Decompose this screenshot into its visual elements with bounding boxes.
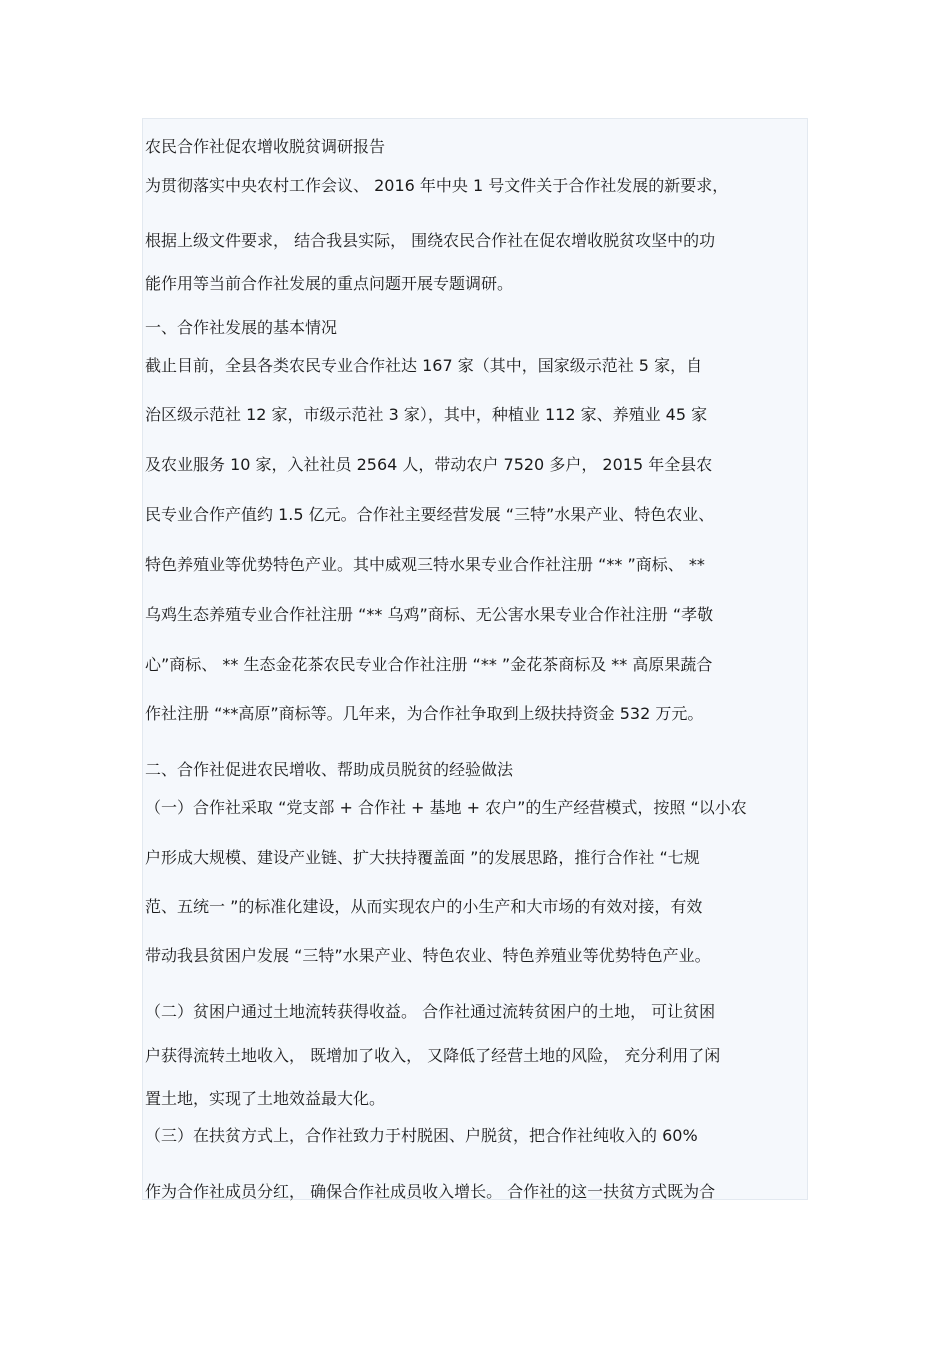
paragraph-line: 民专业合作产值约 1.5 亿元。合作社主要经营发展 “三特”水果产业、特色农业、 bbox=[145, 505, 715, 524]
paragraph-line: 根据上级文件要求， 结合我县实际， 围绕农民合作社在促农增收脱贫攻坚中的功 bbox=[145, 231, 716, 250]
paragraph-line: 户获得流转土地收入， 既增加了收入， 又降低了经营土地的风险， 充分利用了闲 bbox=[145, 1046, 721, 1065]
paragraph-line: 作为合作社成员分红， 确保合作社成员收入增长。 合作社的这一扶贫方式既为合 bbox=[145, 1182, 716, 1201]
paragraph-line: 心”商标、 ** 生态金花茶农民专业合作社注册 “** ”金花茶商标及 ** 高原果蔬合 bbox=[145, 655, 713, 674]
paragraph-line: 特色养殖业等优势特色产业。其中威观三特水果专业合作社注册 “** ”商标、 ** bbox=[145, 555, 705, 574]
paragraph-line: 范、五统一 ”的标准化建设，从而实现农户的小生产和大市场的有效对接，有效 bbox=[145, 897, 703, 916]
paragraph-line: 为贯彻落实中央农村工作会议、 2016 年中央 1 号文件关于合作社发展的新要求， bbox=[145, 176, 729, 195]
paragraph-line: 截止目前，全县各类农民专业合作社达 167 家（其中，国家级示范社 5 家，自 bbox=[145, 356, 703, 375]
section-heading: 二、合作社促进农民增收、帮助成员脱贫的经验做法 bbox=[145, 760, 514, 779]
paragraph-line: 乌鸡生态养殖专业合作社注册 “** 乌鸡”商标、无公害水果专业合作社注册 “孝敬 bbox=[145, 605, 714, 624]
section-heading: 一、合作社发展的基本情况 bbox=[145, 318, 338, 337]
paragraph-line: 治区级示范社 12 家，市级示范社 3 家），其中，种植业 112 家、养殖业 45 家 bbox=[145, 405, 708, 424]
paragraph-line: 户形成大规模、建设产业链、扩大扶持覆盖面 ”的发展思路，推行合作社 “七规 bbox=[145, 848, 700, 867]
paragraph-line: 能作用等当前合作社发展的重点问题开展专题调研。 bbox=[145, 274, 514, 293]
paragraph-line: 置土地，实现了土地效益最大化。 bbox=[145, 1089, 386, 1108]
paragraph-line: （一）合作社采取 “党支部 + 合作社 + 基地 + 农户”的生产经营模式，按照 “以小农 bbox=[145, 798, 747, 817]
paragraph-line: 作社注册 “**高原”商标等。几年来，为合作社争取到上级扶持资金 532 万元。 bbox=[145, 704, 704, 723]
document-title: 农民合作社促农增收脱贫调研报告 bbox=[145, 137, 386, 156]
paragraph-line: 及农业服务 10 家，入社社员 2564 人，带动农户 7520 多户， 2015 年全县农 bbox=[145, 455, 713, 474]
paragraph-line: （二）贫困户通过土地流转获得收益。 合作社通过流转贫困户的土地， 可让贫困 bbox=[145, 1002, 716, 1021]
paragraph-line: 带动我县贫困户发展 “三特”水果产业、特色农业、特色养殖业等优势特色产业。 bbox=[145, 946, 711, 965]
paragraph-line: （三）在扶贫方式上，合作社致力于村脱困、户脱贫，把合作社纯收入的 60% bbox=[145, 1126, 698, 1145]
